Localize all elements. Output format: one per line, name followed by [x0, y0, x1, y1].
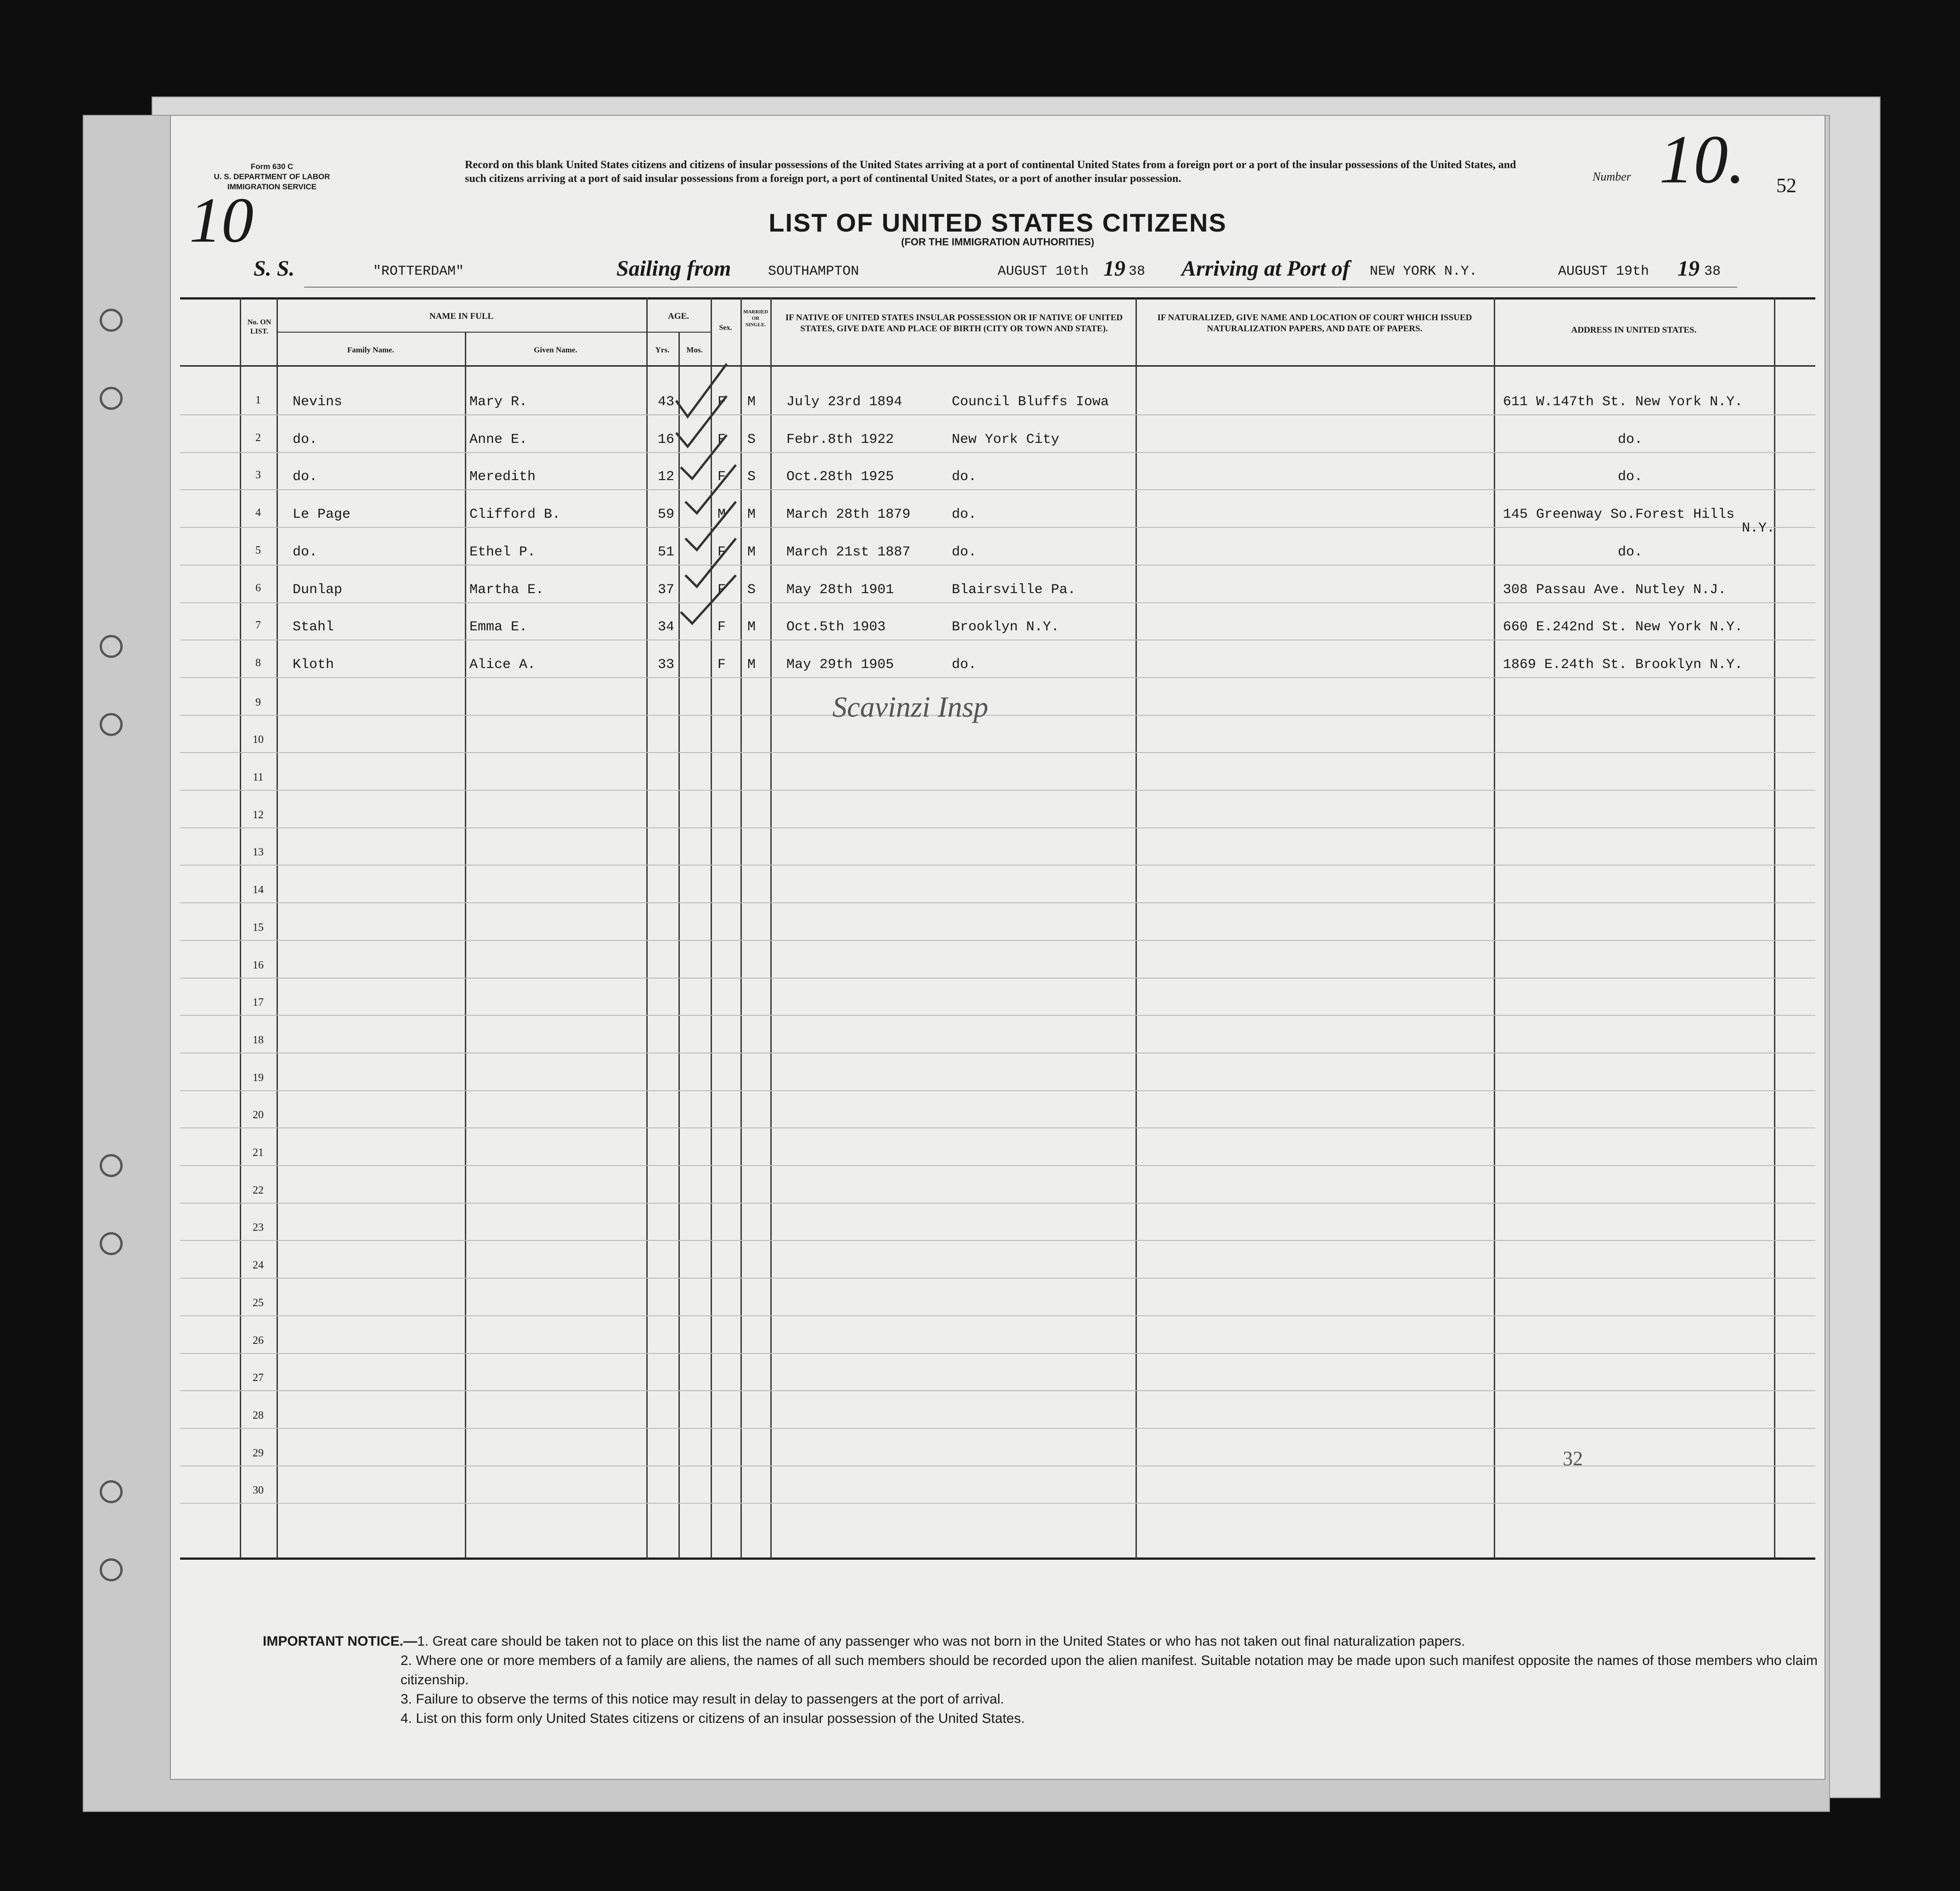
row-rule — [180, 1390, 1815, 1391]
sex: F — [717, 582, 726, 598]
address: 145 Greenway So.Forest Hills — [1503, 507, 1735, 523]
marital-status: M — [747, 507, 756, 523]
age-years: 59 — [658, 507, 675, 523]
family-name: Le Page — [293, 507, 351, 523]
manifest-page — [170, 115, 1825, 1780]
header-age: AGE. — [668, 311, 689, 321]
row-number: 17 — [253, 996, 264, 1009]
row-number: 2 — [255, 431, 261, 444]
row-number: 12 — [253, 809, 264, 821]
number-label: Number — [1593, 170, 1631, 183]
age-years: 34 — [658, 619, 675, 635]
row-number: 10 — [253, 734, 264, 746]
sex: F — [717, 394, 726, 410]
row-rule — [180, 715, 1815, 716]
row-number: 20 — [253, 1109, 264, 1121]
row-number: 15 — [253, 921, 264, 934]
binder-hole — [100, 387, 123, 410]
row-number: 27 — [253, 1372, 264, 1384]
arrival-date: AUGUST 19th — [1558, 264, 1649, 279]
header-place-of-birth: IF NATIVE OF UNITED STATES INSULAR POSSESSION OR IF NATIVE OF UNITED STATES, GIVE DATE AND PLACE OF BIRTH (CITY OR TOWN AND STATE). — [785, 313, 1123, 334]
manifest-number: 10. — [1659, 121, 1745, 198]
marital-status: S — [747, 431, 756, 447]
given-name: Meredith — [469, 469, 536, 485]
binder-hole — [100, 309, 123, 332]
departure-date: AUGUST 10th — [998, 264, 1089, 279]
row-rule — [180, 414, 1815, 415]
row-rule — [180, 1015, 1815, 1016]
birth-date: May 29th 1905 — [786, 657, 894, 673]
marital-status: M — [747, 619, 756, 635]
row-rule — [180, 452, 1815, 453]
row-rule — [180, 565, 1815, 566]
binder-hole — [100, 1232, 123, 1255]
address: do. — [1618, 544, 1643, 560]
address: 611 W.147th St. New York N.Y. — [1503, 394, 1743, 410]
birth-place: do. — [952, 507, 977, 523]
header-mos: Mos. — [686, 345, 703, 354]
table-bottom-rule — [180, 1557, 1815, 1560]
row-number: 25 — [253, 1297, 264, 1309]
departure-year-prefix: 19 — [1103, 256, 1125, 281]
address-continued: N.Y. — [1742, 521, 1775, 537]
column-divider — [646, 297, 648, 1558]
row-rule — [180, 1203, 1815, 1204]
row-rule — [180, 865, 1815, 866]
row-rule — [180, 527, 1815, 528]
header-yrs: Yrs. — [655, 345, 670, 354]
arrival-year-prefix: 19 — [1678, 256, 1700, 281]
row-rule — [180, 677, 1815, 678]
row-number: 28 — [253, 1409, 264, 1421]
handwritten-mark: 10 — [189, 185, 254, 256]
column-divider — [240, 297, 241, 1558]
birth-date: March 28th 1879 — [786, 507, 911, 523]
row-number: 5 — [255, 544, 261, 556]
row-rule — [180, 489, 1815, 490]
birth-place: do. — [952, 657, 977, 673]
voyage-underline — [304, 287, 1737, 288]
ship-name: "ROTTERDAM" — [373, 264, 464, 279]
marital-status: M — [747, 394, 756, 410]
given-name: Martha E. — [469, 582, 544, 598]
given-name: Emma E. — [469, 619, 528, 635]
binder-hole — [100, 1480, 123, 1503]
row-rule — [180, 1278, 1815, 1279]
port-of-arrival: NEW YORK N.Y. — [1370, 264, 1478, 279]
birth-place: do. — [952, 469, 977, 485]
row-number: 24 — [253, 1259, 264, 1272]
row-rule — [180, 752, 1815, 753]
arriving-at-label: Arriving at Port of — [1181, 256, 1350, 281]
inspector-signature: Scavinzi Insp — [832, 691, 988, 723]
birth-date: Oct.5th 1903 — [786, 619, 886, 635]
row-rule — [180, 1353, 1815, 1354]
age-years: 12 — [658, 469, 675, 485]
row-rule — [180, 827, 1815, 828]
family-name: do. — [293, 469, 318, 485]
row-rule — [180, 1503, 1815, 1504]
sex: F — [717, 469, 726, 485]
header-family-name: Family Name. — [347, 345, 394, 354]
sailing-from-label: Sailing from — [616, 256, 731, 281]
birth-date: Febr.8th 1922 — [786, 431, 894, 447]
row-number: 21 — [253, 1147, 264, 1159]
row-number: 23 — [253, 1222, 264, 1234]
family-name: Dunlap — [293, 582, 343, 598]
binder-hole — [100, 1558, 123, 1581]
given-name: Alice A. — [469, 657, 536, 673]
check-marks — [667, 336, 768, 704]
birth-place: Council Bluffs Iowa — [952, 394, 1109, 410]
birth-place: Blairsville Pa. — [952, 582, 1076, 598]
form-id-line: U. S. DEPARTMENT OF LABOR — [214, 172, 330, 181]
row-number: 1 — [255, 394, 261, 406]
birth-date: March 21st 1887 — [786, 544, 911, 560]
row-rule — [180, 1127, 1815, 1128]
age-years: 16 — [658, 431, 675, 447]
family-name: do. — [293, 431, 318, 447]
departure-year: 38 — [1129, 264, 1146, 279]
arrival-year: 38 — [1704, 264, 1721, 279]
birth-date: May 28th 1901 — [786, 582, 894, 598]
row-number: 3 — [255, 469, 261, 481]
page-subtitle: (FOR THE IMMIGRATION AUTHORITIES) — [901, 236, 1095, 248]
notice-item: 1. Great care should be taken not to place on this list the name of any passenger who was not born in the United States or who has not taken out final naturalization papers. — [417, 1634, 1465, 1649]
birth-place: New York City — [952, 431, 1060, 447]
birth-place: Brooklyn N.Y. — [952, 619, 1060, 635]
row-number: 22 — [253, 1184, 264, 1196]
notice-item: 3. Failure to observe the terms of this notice may result in delay to passengers at the port of arrival. — [401, 1692, 1004, 1707]
age-years: 51 — [658, 544, 675, 560]
row-number: 7 — [255, 619, 261, 632]
page-title: LIST OF UNITED STATES CITIZENS — [768, 208, 1227, 237]
given-name: Ethel P. — [469, 544, 536, 560]
row-number: 19 — [253, 1071, 264, 1084]
address: do. — [1618, 469, 1643, 485]
marital-status: M — [747, 657, 756, 673]
column-divider — [1135, 297, 1137, 1558]
header-married-single: MARRIED OR SINGLE. — [743, 309, 768, 328]
table-top-rule — [180, 297, 1815, 300]
age-years: 33 — [658, 657, 675, 673]
row-number: 13 — [253, 846, 264, 859]
sex: F — [717, 657, 726, 673]
column-divider — [770, 297, 772, 1558]
row-number: 30 — [253, 1484, 264, 1497]
row-number: 16 — [253, 959, 264, 971]
form-id-line: Form 630 C — [250, 162, 294, 171]
birth-place: do. — [952, 544, 977, 560]
header-bottom-rule — [180, 365, 1815, 367]
page-number: 52 — [1776, 174, 1796, 197]
row-rule — [180, 1165, 1815, 1166]
important-notice — [263, 1632, 1824, 1728]
marital-status: S — [747, 469, 756, 485]
row-number: 11 — [253, 771, 264, 783]
row-number: 18 — [253, 1034, 264, 1046]
row-rule — [180, 1428, 1815, 1429]
row-rule — [180, 902, 1815, 903]
row-number: 6 — [255, 582, 261, 594]
family-name: Kloth — [293, 657, 334, 673]
row-rule — [180, 940, 1815, 941]
ss-label: S. S. — [254, 256, 295, 281]
stamp-number: 32 — [1563, 1447, 1583, 1470]
column-divider — [1774, 297, 1775, 1558]
header-sex: Sex. — [719, 324, 732, 332]
given-name: Clifford B. — [469, 507, 561, 523]
marital-status: M — [747, 544, 756, 560]
family-name: do. — [293, 544, 318, 560]
row-number: 8 — [255, 657, 261, 669]
name-header-rule — [277, 332, 646, 333]
address: 660 E.242nd St. New York N.Y. — [1503, 619, 1743, 635]
age-years: 43 — [658, 394, 675, 410]
row-rule — [180, 1240, 1815, 1241]
column-divider — [1494, 297, 1495, 1558]
address: 1869 E.24th St. Brooklyn N.Y. — [1503, 657, 1743, 673]
row-rule — [180, 1090, 1815, 1091]
row-number: 14 — [253, 884, 264, 896]
given-name: Mary R. — [469, 394, 528, 410]
given-name: Anne E. — [469, 431, 528, 447]
row-rule — [180, 978, 1815, 979]
family-name: Stahl — [293, 619, 334, 635]
birth-date: July 23rd 1894 — [786, 394, 903, 410]
row-rule — [180, 1315, 1815, 1316]
notice-lead: IMPORTANT NOTICE.— — [263, 1634, 418, 1649]
sex: M — [717, 507, 726, 523]
form-id-line: IMMIGRATION SERVICE — [227, 182, 316, 191]
binder-hole — [100, 635, 123, 658]
form-preamble: Record on this blank United States citizens and citizens of insular possessions of the United States arriving at a port of continental United States from a foreign port or a port of the insular possessions of the United States, and such citizens arriving at a port of said insular possessions from a foreign port, a port of continental United States, or a port of another insular possession. — [465, 159, 1516, 185]
row-number: 29 — [253, 1447, 264, 1459]
sex: F — [717, 619, 726, 635]
column-divider — [277, 297, 278, 1558]
header-name-in-full: NAME IN FULL — [429, 311, 494, 321]
row-number: 4 — [255, 507, 261, 519]
header-no-on-list: No. ON LIST. — [247, 318, 271, 335]
age-header-rule — [646, 332, 711, 333]
port-of-departure: SOUTHAMPTON — [768, 264, 859, 279]
binder-hole — [100, 713, 123, 736]
row-rule — [180, 790, 1815, 791]
age-years: 37 — [658, 582, 675, 598]
family-name: Nevins — [293, 394, 343, 410]
row-rule — [180, 602, 1815, 603]
row-number: 26 — [253, 1334, 264, 1347]
header-naturalization: IF NATURALIZED, GIVE NAME AND LOCATION OF COURT WHICH ISSUED NATURALIZATION PAPERS, AND DATE OF PAPERS. — [1157, 313, 1472, 334]
sex: F — [717, 544, 726, 560]
marital-status: S — [747, 582, 756, 598]
row-number: 9 — [255, 696, 261, 708]
birth-date: Oct.28th 1925 — [786, 469, 894, 485]
binder-hole — [100, 1154, 123, 1177]
header-given-name: Given Name. — [534, 345, 577, 354]
sex: F — [717, 431, 726, 447]
header-address: ADDRESS IN UNITED STATES. — [1571, 325, 1697, 335]
notice-item: 4. List on this form only United States citizens or citizens of an insular possession of the United States. — [401, 1711, 1025, 1726]
address: do. — [1618, 431, 1643, 447]
address: 308 Passau Ave. Nutley N.J. — [1503, 582, 1727, 598]
notice-item: 2. Where one or more members of a family are aliens, the names of all such members should be recorded upon the alien manifest. Suitable notation may be made upon such manifest opposite the names of those members who claim citizenship. — [401, 1653, 1818, 1687]
column-divider — [465, 332, 466, 1558]
